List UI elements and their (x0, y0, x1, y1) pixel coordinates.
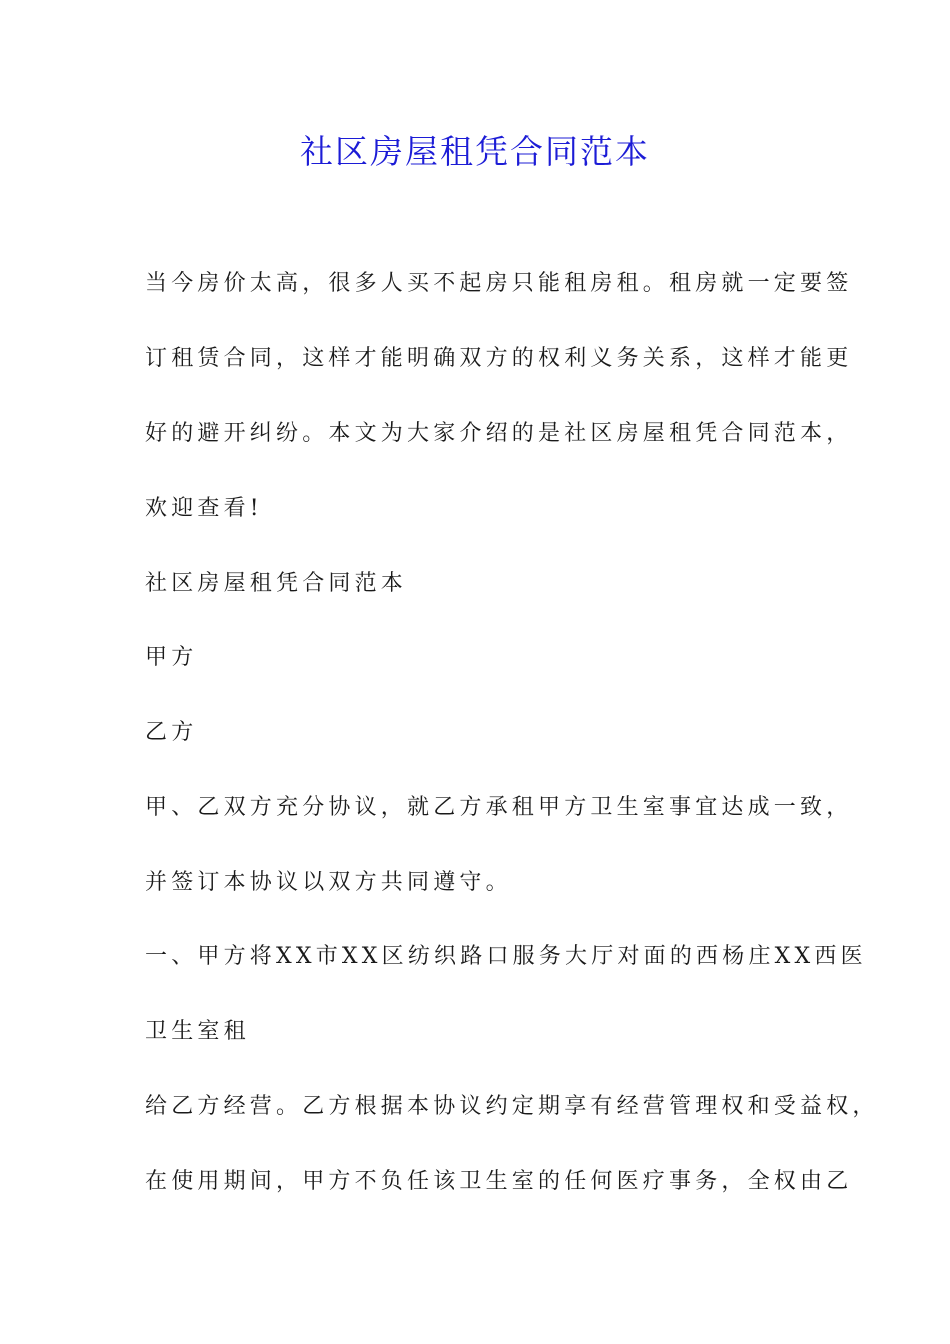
body-line: 当今房价太高，很多人买不起房只能租房租。租房就一定要签 (145, 271, 853, 296)
clause-line: 一、甲方将XX市XX区纺织路口服务大厅对面的西杨庄XX西医 (145, 944, 867, 969)
body-line: 订租赁合同，这样才能明确双方的权利义务关系，这样才能更 (145, 346, 853, 371)
party-a-label: 甲方 (145, 645, 198, 670)
body-line: 欢迎查看! (145, 496, 263, 521)
party-b-label: 乙方 (145, 720, 198, 745)
clause-line: 卫生室租 (145, 1019, 250, 1044)
document-title: 社区房屋租凭合同范本 (300, 132, 650, 171)
clause-line: 给乙方经营。乙方根据本协议约定期享有经营管理权和受益权， (145, 1094, 879, 1119)
clause-line: 在使用期间，甲方不负任该卫生室的任何医疗事务，全权由乙 (145, 1169, 853, 1194)
body-line: 并签订本协议以双方共同遵守。 (145, 870, 512, 895)
section-heading: 社区房屋租凭合同范本 (145, 571, 408, 596)
body-line: 甲、乙双方充分协议，就乙方承租甲方卫生室事宜达成一致， (145, 795, 853, 820)
body-line: 好的避开纠纷。本文为大家介绍的是社区房屋租凭合同范本， (145, 421, 853, 446)
